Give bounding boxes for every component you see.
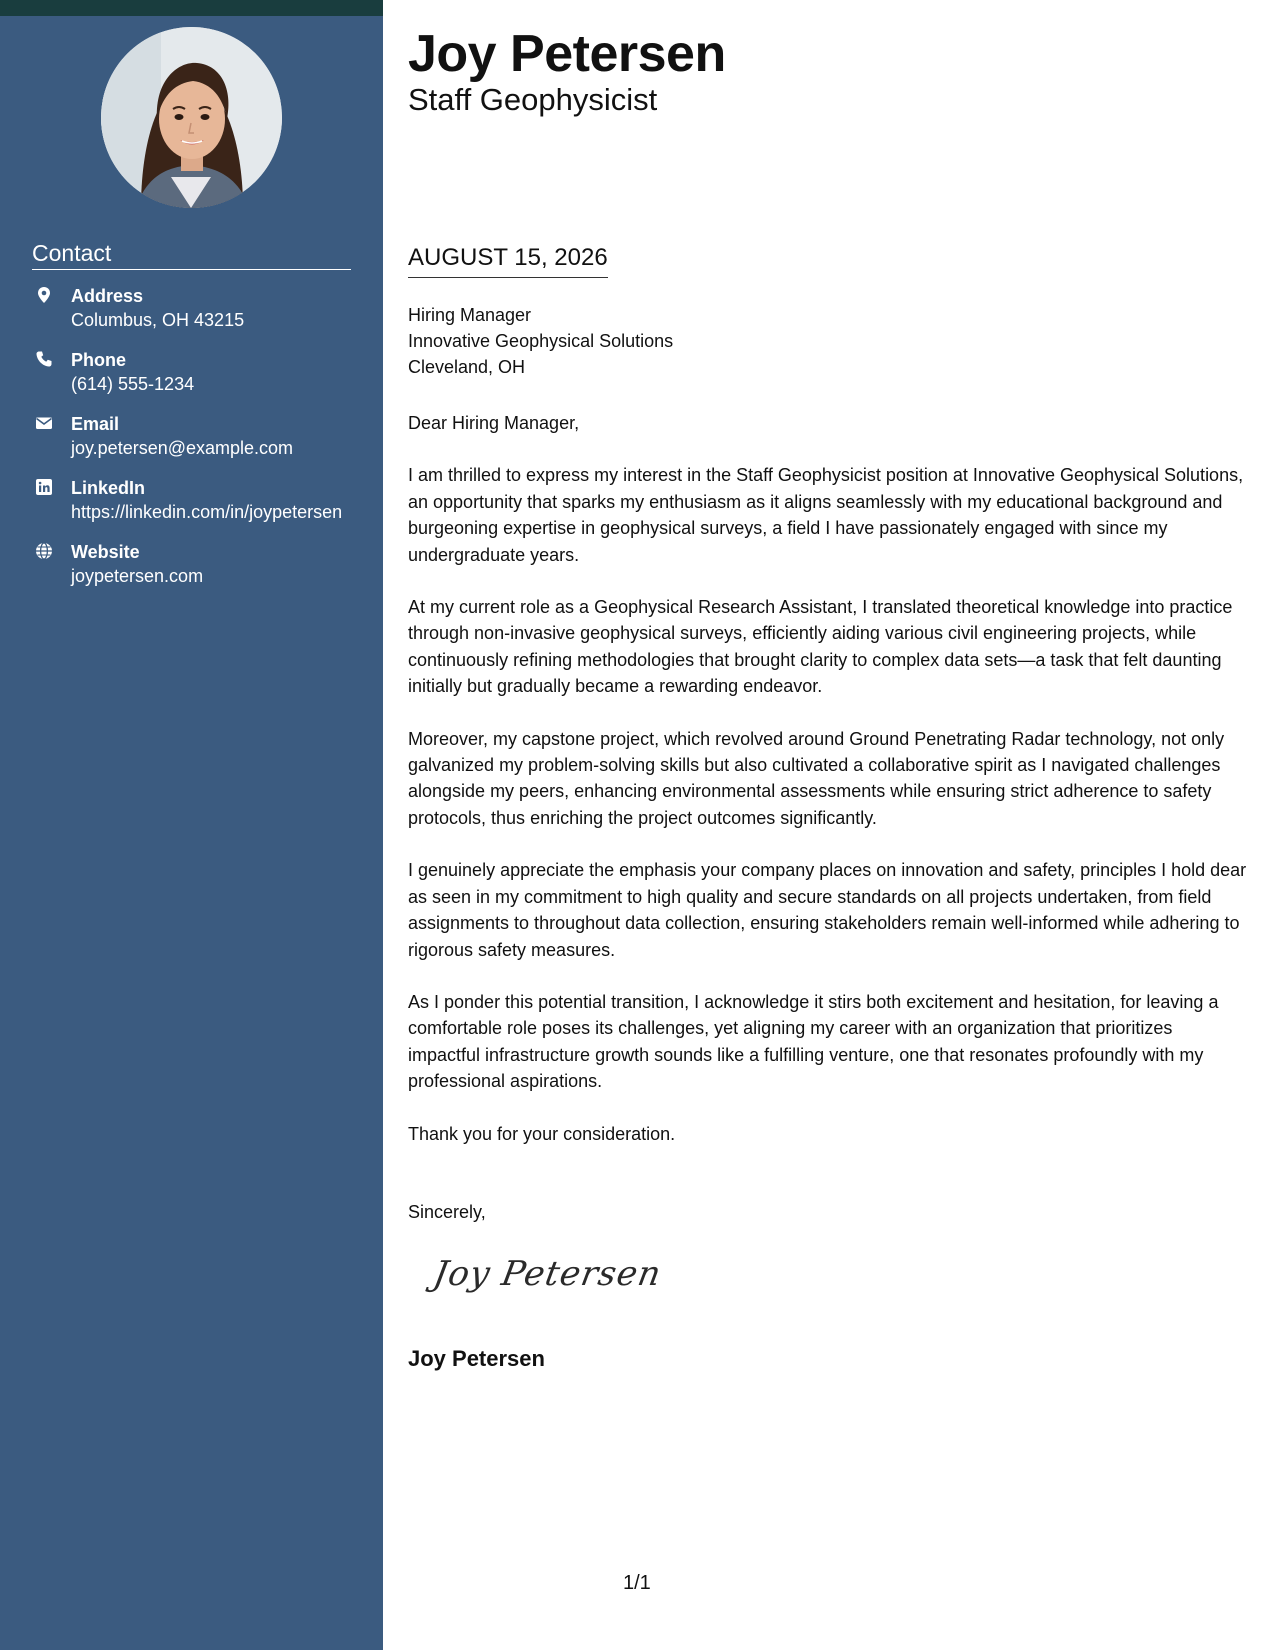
body-paragraph: Thank you for your consideration.: [408, 1123, 676, 1144]
recipient-block: [408, 302, 673, 380]
letter-date: AUGUST 15, 2026: [408, 244, 608, 278]
contact-section-title: Contact: [32, 240, 351, 270]
linkedin-icon: [35, 478, 53, 496]
contact-label: Website: [71, 542, 140, 562]
contact-item-email: [32, 412, 352, 460]
address-value: Columbus, OH 43215: [71, 310, 245, 330]
body-paragraph: As I ponder this potential transition, I acknowledge it stirs both excitement and hesitation, for leaving a comfortable role poses its challenges, yet aligning my career with an organization that prioritizes impactful infrastructure growth sounds like a fulfilling venture, one that resonates profoundly with my professional aspirations.: [408, 991, 1219, 1092]
recipient-line: Innovative Geophysical Solutions: [408, 331, 674, 351]
contact-item-linkedin: [32, 476, 352, 524]
contact-label: Phone: [71, 350, 127, 370]
letter-body: [408, 410, 1248, 1173]
body-paragraph: I am thrilled to express my interest in the Staff Geophysicist position at Innovative Geophysical Solutions, an opportunity that sparks my enthusiasm as it aligns seamlessly with my educational background and burgeoning expertise in geophysical surveys, a field I have passionately engaged with since my undergraduate years.: [408, 465, 1244, 565]
contact-label: Email: [71, 414, 120, 434]
handwritten-signature: Joy Petersen: [430, 1254, 665, 1294]
contact-item-address: [32, 284, 352, 332]
signer-name: Joy Petersen: [408, 1346, 545, 1371]
closing: Sincerely,: [408, 1202, 486, 1222]
page-number: 1/1: [623, 1572, 651, 1594]
contact-label: Address: [71, 286, 144, 306]
location-pin-icon: [35, 286, 53, 304]
contact-label: LinkedIn: [71, 478, 146, 498]
recipient-line: Cleveland, OH: [408, 357, 526, 377]
body-paragraph: Moreover, my capstone project, which revolved around Ground Penetrating Radar technology, not only galvanized my problem-solving skills but also cultivated a collaborative spirit as I navigated challenges alongside my peers, enhancing environmental assessments while ensuring strict adherence to safety protocols, thus enriching the project outcomes significantly.: [408, 728, 1225, 828]
linkedin-url[interactable]: https://linkedin.com/in/joypetersen: [71, 502, 343, 522]
phone-value[interactable]: (614) 555-1234: [71, 374, 195, 394]
contact-item-website: [32, 540, 352, 588]
envelope-icon: [35, 414, 53, 432]
portrait-illustration: [101, 27, 282, 208]
job-title: Staff Geophysicist: [408, 82, 658, 117]
sidebar-top-bar: [0, 0, 383, 16]
contact-item-phone: [32, 348, 352, 396]
applicant-name: Joy Petersen: [408, 25, 726, 83]
contact-list: [32, 284, 352, 604]
body-paragraph: I genuinely appreciate the emphasis your company places on innovation and safety, principles I hold dear as seen in my commitment to high quality and secure standards on all projects undertaken, from field assignments to throughout data collection, ensuring stakeholders remain well-informed while adhering to rigorous safety measures.: [408, 860, 1247, 960]
email-value[interactable]: joy.petersen@example.com: [71, 438, 294, 458]
profile-photo: [101, 27, 282, 208]
website-url[interactable]: joypetersen.com: [71, 566, 204, 586]
recipient-line: Hiring Manager: [408, 305, 532, 325]
globe-icon: [35, 542, 53, 560]
sidebar: [0, 0, 383, 1650]
body-paragraph: At my current role as a Geophysical Research Assistant, I translated theoretical knowledge into practice through non-invasive geophysical surveys, efficiently aiding various civil engineering projects, while continuously refining methodologies that brought clarity to complex data sets—a task that felt daunting initially but gradually became a rewarding endeavor.: [408, 597, 1233, 697]
salutation: Dear Hiring Manager,: [408, 413, 580, 433]
phone-icon: [35, 350, 53, 368]
